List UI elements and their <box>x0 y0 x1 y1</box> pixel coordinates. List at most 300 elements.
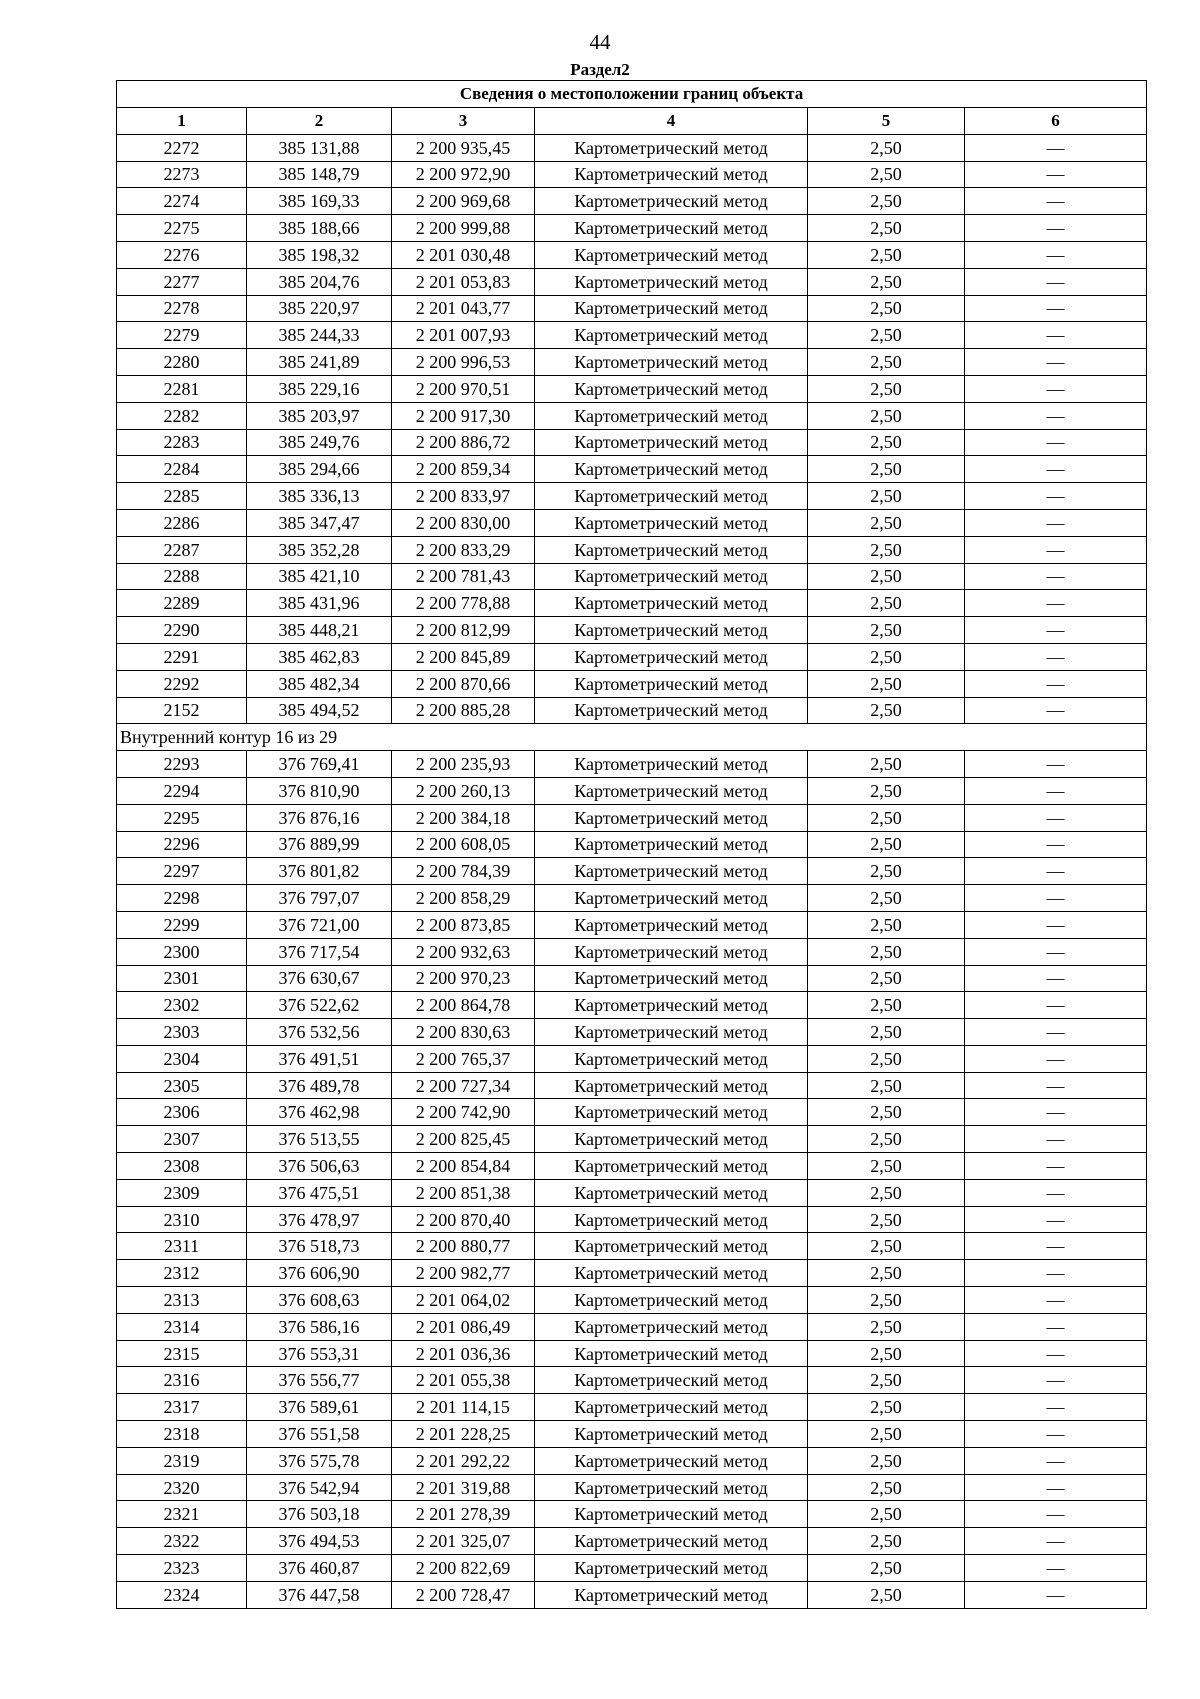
note-cell: — <box>965 1367 1147 1394</box>
y-coordinate-cell: 2 200 969,68 <box>392 188 535 215</box>
note-cell: — <box>965 1313 1147 1340</box>
table-row <box>117 429 1147 456</box>
note-cell: — <box>965 483 1147 510</box>
y-coordinate-cell: 2 201 064,02 <box>392 1287 535 1314</box>
method-cell: Картометрический метод <box>535 590 808 617</box>
table-row <box>117 1447 1147 1474</box>
y-coordinate-cell: 2 200 833,97 <box>392 483 535 510</box>
table-row <box>117 1153 1147 1180</box>
y-coordinate-cell: 2 200 873,85 <box>392 911 535 938</box>
table-row <box>117 643 1147 670</box>
y-coordinate-cell: 2 200 833,29 <box>392 536 535 563</box>
y-coordinate-cell: 2 200 932,63 <box>392 938 535 965</box>
point-number-cell: 2288 <box>117 563 247 590</box>
accuracy-cell: 2,50 <box>808 1233 965 1260</box>
accuracy-cell: 2,50 <box>808 1528 965 1555</box>
accuracy-cell: 2,50 <box>808 617 965 644</box>
x-coordinate-cell: 376 797,07 <box>247 885 392 912</box>
accuracy-cell: 2,50 <box>808 402 965 429</box>
table-row <box>117 831 1147 858</box>
accuracy-cell: 2,50 <box>808 911 965 938</box>
note-cell: — <box>965 268 1147 295</box>
table-row <box>117 885 1147 912</box>
method-cell: Картометрический метод <box>535 911 808 938</box>
table-row <box>117 965 1147 992</box>
method-cell: Картометрический метод <box>535 1045 808 1072</box>
y-coordinate-cell: 2 200 728,47 <box>392 1581 535 1608</box>
method-cell: Картометрический метод <box>535 456 808 483</box>
y-coordinate-cell: 2 200 830,63 <box>392 1019 535 1046</box>
method-cell: Картометрический метод <box>535 375 808 402</box>
x-coordinate-cell: 376 532,56 <box>247 1019 392 1046</box>
y-coordinate-cell: 2 200 784,39 <box>392 858 535 885</box>
method-cell: Картометрический метод <box>535 831 808 858</box>
y-coordinate-cell: 2 200 742,90 <box>392 1099 535 1126</box>
accuracy-cell: 2,50 <box>808 1421 965 1448</box>
note-cell: — <box>965 938 1147 965</box>
point-number-cell: 2290 <box>117 617 247 644</box>
page-number: 44 <box>589 30 611 54</box>
x-coordinate-cell: 376 551,58 <box>247 1421 392 1448</box>
method-cell: Картометрический метод <box>535 1126 808 1153</box>
x-coordinate-cell: 385 482,34 <box>247 670 392 697</box>
table-row <box>117 938 1147 965</box>
accuracy-cell: 2,50 <box>808 1313 965 1340</box>
method-cell: Картометрический метод <box>535 697 808 724</box>
table-row <box>117 992 1147 1019</box>
accuracy-cell: 2,50 <box>808 1474 965 1501</box>
x-coordinate-cell: 385 169,33 <box>247 188 392 215</box>
point-number-cell: 2275 <box>117 215 247 242</box>
point-number-cell: 2277 <box>117 268 247 295</box>
x-coordinate-cell: 376 630,67 <box>247 965 392 992</box>
table-row <box>117 804 1147 831</box>
method-cell: Картометрический метод <box>535 483 808 510</box>
point-number-cell: 2322 <box>117 1528 247 1555</box>
note-cell: — <box>965 1447 1147 1474</box>
point-number-cell: 2301 <box>117 965 247 992</box>
note-cell: — <box>965 509 1147 536</box>
note-cell: — <box>965 697 1147 724</box>
table-row <box>117 1581 1147 1608</box>
table-row <box>117 456 1147 483</box>
note-cell: — <box>965 1233 1147 1260</box>
note-cell: — <box>965 1099 1147 1126</box>
accuracy-cell: 2,50 <box>808 1501 965 1528</box>
note-cell: — <box>965 911 1147 938</box>
accuracy-cell: 2,50 <box>808 751 965 778</box>
table-row <box>117 563 1147 590</box>
note-cell: — <box>965 322 1147 349</box>
y-coordinate-cell: 2 200 880,77 <box>392 1233 535 1260</box>
y-coordinate-cell: 2 200 235,93 <box>392 751 535 778</box>
method-cell: Картометрический метод <box>535 295 808 322</box>
table-caption: Сведения о местоположении границ объекта <box>117 81 1147 108</box>
x-coordinate-cell: 385 198,32 <box>247 241 392 268</box>
accuracy-cell: 2,50 <box>808 965 965 992</box>
x-coordinate-cell: 376 518,73 <box>247 1233 392 1260</box>
table-body <box>117 134 1147 1608</box>
point-number-cell: 2316 <box>117 1367 247 1394</box>
column-header: 3 <box>392 108 535 135</box>
method-cell: Картометрический метод <box>535 885 808 912</box>
y-coordinate-cell: 2 200 778,88 <box>392 590 535 617</box>
point-number-cell: 2280 <box>117 349 247 376</box>
column-header: 4 <box>535 108 808 135</box>
method-cell: Картометрический метод <box>535 1501 808 1528</box>
table-row <box>117 1072 1147 1099</box>
method-cell: Картометрический метод <box>535 536 808 563</box>
note-cell: — <box>965 134 1147 161</box>
y-coordinate-cell: 2 200 999,88 <box>392 215 535 242</box>
table-row <box>117 1233 1147 1260</box>
accuracy-cell: 2,50 <box>808 885 965 912</box>
note-cell: — <box>965 1019 1147 1046</box>
x-coordinate-cell: 376 589,61 <box>247 1394 392 1421</box>
method-cell: Картометрический метод <box>535 563 808 590</box>
point-number-cell: 2298 <box>117 885 247 912</box>
method-cell: Картометрический метод <box>535 1287 808 1314</box>
accuracy-cell: 2,50 <box>808 670 965 697</box>
table-row <box>117 1179 1147 1206</box>
point-number-cell: 2303 <box>117 1019 247 1046</box>
x-coordinate-cell: 376 889,99 <box>247 831 392 858</box>
method-cell: Картометрический метод <box>535 617 808 644</box>
table-row <box>117 1528 1147 1555</box>
method-cell: Картометрический метод <box>535 402 808 429</box>
accuracy-cell: 2,50 <box>808 1045 965 1072</box>
accuracy-cell: 2,50 <box>808 349 965 376</box>
y-coordinate-cell: 2 200 870,66 <box>392 670 535 697</box>
x-coordinate-cell: 376 513,55 <box>247 1126 392 1153</box>
accuracy-cell: 2,50 <box>808 1340 965 1367</box>
table-row <box>117 751 1147 778</box>
table-row <box>117 241 1147 268</box>
point-number-cell: 2283 <box>117 429 247 456</box>
method-cell: Картометрический метод <box>535 1153 808 1180</box>
x-coordinate-cell: 376 810,90 <box>247 777 392 804</box>
table-row <box>117 1501 1147 1528</box>
y-coordinate-cell: 2 200 970,23 <box>392 965 535 992</box>
x-coordinate-cell: 385 244,33 <box>247 322 392 349</box>
accuracy-cell: 2,50 <box>808 295 965 322</box>
x-coordinate-cell: 376 491,51 <box>247 1045 392 1072</box>
table-row <box>117 590 1147 617</box>
point-number-cell: 2320 <box>117 1474 247 1501</box>
point-number-cell: 2306 <box>117 1099 247 1126</box>
method-cell: Картометрический метод <box>535 1099 808 1126</box>
x-coordinate-cell: 385 188,66 <box>247 215 392 242</box>
accuracy-cell: 2,50 <box>808 509 965 536</box>
table-row <box>117 268 1147 295</box>
accuracy-cell: 2,50 <box>808 1394 965 1421</box>
method-cell: Картометрический метод <box>535 1260 808 1287</box>
x-coordinate-cell: 376 717,54 <box>247 938 392 965</box>
method-cell: Картометрический метод <box>535 992 808 1019</box>
method-cell: Картометрический метод <box>535 161 808 188</box>
point-number-cell: 2291 <box>117 643 247 670</box>
point-number-cell: 2284 <box>117 456 247 483</box>
method-cell: Картометрический метод <box>535 134 808 161</box>
note-cell: — <box>965 1045 1147 1072</box>
note-cell: — <box>965 241 1147 268</box>
accuracy-cell: 2,50 <box>808 268 965 295</box>
accuracy-cell: 2,50 <box>808 777 965 804</box>
y-coordinate-cell: 2 200 864,78 <box>392 992 535 1019</box>
point-number-cell: 2310 <box>117 1206 247 1233</box>
note-cell: — <box>965 1528 1147 1555</box>
accuracy-cell: 2,50 <box>808 1099 965 1126</box>
point-number-cell: 2281 <box>117 375 247 402</box>
table-row <box>117 1421 1147 1448</box>
table-row <box>117 375 1147 402</box>
table-row <box>117 161 1147 188</box>
note-cell: — <box>965 1474 1147 1501</box>
method-cell: Картометрический метод <box>535 1555 808 1582</box>
note-cell: — <box>965 161 1147 188</box>
boundary-coordinates-table <box>116 80 1147 1609</box>
y-coordinate-cell: 2 201 114,15 <box>392 1394 535 1421</box>
method-cell: Картометрический метод <box>535 1421 808 1448</box>
y-coordinate-cell: 2 200 982,77 <box>392 1260 535 1287</box>
table-row <box>117 134 1147 161</box>
y-coordinate-cell: 2 200 260,13 <box>392 777 535 804</box>
accuracy-cell: 2,50 <box>808 1367 965 1394</box>
note-cell: — <box>965 375 1147 402</box>
y-coordinate-cell: 2 201 030,48 <box>392 241 535 268</box>
point-number-cell: 2273 <box>117 161 247 188</box>
y-coordinate-cell: 2 200 851,38 <box>392 1179 535 1206</box>
table-row <box>117 697 1147 724</box>
method-cell: Картометрический метод <box>535 188 808 215</box>
table-row <box>117 349 1147 376</box>
method-cell: Картометрический метод <box>535 643 808 670</box>
note-cell: — <box>965 992 1147 1019</box>
x-coordinate-cell: 376 522,62 <box>247 992 392 1019</box>
accuracy-cell: 2,50 <box>808 375 965 402</box>
method-cell: Картометрический метод <box>535 1313 808 1340</box>
point-number-cell: 2297 <box>117 858 247 885</box>
accuracy-cell: 2,50 <box>808 134 965 161</box>
accuracy-cell: 2,50 <box>808 1260 965 1287</box>
column-header: 2 <box>247 108 392 135</box>
point-number-cell: 2307 <box>117 1126 247 1153</box>
note-cell: — <box>965 563 1147 590</box>
method-cell: Картометрический метод <box>535 322 808 349</box>
point-number-cell: 2315 <box>117 1340 247 1367</box>
x-coordinate-cell: 376 876,16 <box>247 804 392 831</box>
x-coordinate-cell: 376 462,98 <box>247 1099 392 1126</box>
accuracy-cell: 2,50 <box>808 590 965 617</box>
note-cell: — <box>965 215 1147 242</box>
table-row <box>117 1206 1147 1233</box>
note-cell: — <box>965 590 1147 617</box>
table-row <box>117 1367 1147 1394</box>
method-cell: Картометрический метод <box>535 1019 808 1046</box>
accuracy-cell: 2,50 <box>808 1287 965 1314</box>
y-coordinate-cell: 2 201 325,07 <box>392 1528 535 1555</box>
y-coordinate-cell: 2 201 292,22 <box>392 1447 535 1474</box>
point-number-cell: 2323 <box>117 1555 247 1582</box>
y-coordinate-cell: 2 201 053,83 <box>392 268 535 295</box>
x-coordinate-cell: 376 769,41 <box>247 751 392 778</box>
column-header: 6 <box>965 108 1147 135</box>
accuracy-cell: 2,50 <box>808 831 965 858</box>
note-cell: — <box>965 536 1147 563</box>
x-coordinate-cell: 385 431,96 <box>247 590 392 617</box>
method-cell: Картометрический метод <box>535 1367 808 1394</box>
note-cell: — <box>965 349 1147 376</box>
note-cell: — <box>965 456 1147 483</box>
x-coordinate-cell: 376 447,58 <box>247 1581 392 1608</box>
table-row <box>117 295 1147 322</box>
note-cell: — <box>965 670 1147 697</box>
y-coordinate-cell: 2 200 972,90 <box>392 161 535 188</box>
method-cell: Картометрический метод <box>535 965 808 992</box>
table-row <box>117 1474 1147 1501</box>
method-cell: Картометрический метод <box>535 509 808 536</box>
y-coordinate-cell: 2 200 384,18 <box>392 804 535 831</box>
x-coordinate-cell: 376 489,78 <box>247 1072 392 1099</box>
method-cell: Картометрический метод <box>535 268 808 295</box>
point-number-cell: 2319 <box>117 1447 247 1474</box>
note-cell: — <box>965 1340 1147 1367</box>
x-coordinate-cell: 376 556,77 <box>247 1367 392 1394</box>
point-number-cell: 2282 <box>117 402 247 429</box>
x-coordinate-cell: 376 608,63 <box>247 1287 392 1314</box>
table-row <box>117 858 1147 885</box>
point-number-cell: 2285 <box>117 483 247 510</box>
accuracy-cell: 2,50 <box>808 536 965 563</box>
x-coordinate-cell: 385 448,21 <box>247 617 392 644</box>
note-cell: — <box>965 1126 1147 1153</box>
point-number-cell: 2292 <box>117 670 247 697</box>
column-header: 1 <box>117 108 247 135</box>
note-cell: — <box>965 858 1147 885</box>
y-coordinate-cell: 2 201 086,49 <box>392 1313 535 1340</box>
x-coordinate-cell: 385 462,83 <box>247 643 392 670</box>
y-coordinate-cell: 2 200 727,34 <box>392 1072 535 1099</box>
method-cell: Картометрический метод <box>535 241 808 268</box>
table-row <box>117 1287 1147 1314</box>
method-cell: Картометрический метод <box>535 858 808 885</box>
point-number-cell: 2278 <box>117 295 247 322</box>
note-cell: — <box>965 965 1147 992</box>
y-coordinate-cell: 2 201 055,38 <box>392 1367 535 1394</box>
accuracy-cell: 2,50 <box>808 938 965 965</box>
column-header-row <box>117 108 1147 135</box>
point-number-cell: 2300 <box>117 938 247 965</box>
note-cell: — <box>965 188 1147 215</box>
point-number-cell: 2304 <box>117 1045 247 1072</box>
point-number-cell: 2311 <box>117 1233 247 1260</box>
y-coordinate-cell: 2 200 822,69 <box>392 1555 535 1582</box>
x-coordinate-cell: 385 421,10 <box>247 563 392 590</box>
accuracy-cell: 2,50 <box>808 697 965 724</box>
accuracy-cell: 2,50 <box>808 1019 965 1046</box>
note-cell: — <box>965 1581 1147 1608</box>
point-number-cell: 2324 <box>117 1581 247 1608</box>
column-header: 5 <box>808 108 965 135</box>
method-cell: Картометрический метод <box>535 1072 808 1099</box>
y-coordinate-cell: 2 200 870,40 <box>392 1206 535 1233</box>
table-row <box>117 1340 1147 1367</box>
method-cell: Картометрический метод <box>535 1340 808 1367</box>
note-cell: — <box>965 643 1147 670</box>
point-number-cell: 2317 <box>117 1394 247 1421</box>
accuracy-cell: 2,50 <box>808 858 965 885</box>
x-coordinate-cell: 385 294,66 <box>247 456 392 483</box>
accuracy-cell: 2,50 <box>808 241 965 268</box>
note-cell: — <box>965 429 1147 456</box>
y-coordinate-cell: 2 200 917,30 <box>392 402 535 429</box>
accuracy-cell: 2,50 <box>808 1153 965 1180</box>
note-cell: — <box>965 402 1147 429</box>
x-coordinate-cell: 385 494,52 <box>247 697 392 724</box>
table-row <box>117 1045 1147 1072</box>
table-row <box>117 188 1147 215</box>
method-cell: Картометрический метод <box>535 1394 808 1421</box>
x-coordinate-cell: 376 575,78 <box>247 1447 392 1474</box>
accuracy-cell: 2,50 <box>808 1581 965 1608</box>
y-coordinate-cell: 2 201 036,36 <box>392 1340 535 1367</box>
x-coordinate-cell: 376 506,63 <box>247 1153 392 1180</box>
y-coordinate-cell: 2 200 886,72 <box>392 429 535 456</box>
table-row <box>117 509 1147 536</box>
x-coordinate-cell: 376 721,00 <box>247 911 392 938</box>
table-row <box>117 911 1147 938</box>
y-coordinate-cell: 2 200 830,00 <box>392 509 535 536</box>
x-coordinate-cell: 385 203,97 <box>247 402 392 429</box>
method-cell: Картометрический метод <box>535 349 808 376</box>
y-coordinate-cell: 2 200 970,51 <box>392 375 535 402</box>
accuracy-cell: 2,50 <box>808 1447 965 1474</box>
point-number-cell: 2276 <box>117 241 247 268</box>
method-cell: Картометрический метод <box>535 777 808 804</box>
point-number-cell: 2313 <box>117 1287 247 1314</box>
table-row <box>117 483 1147 510</box>
point-number-cell: 2279 <box>117 322 247 349</box>
accuracy-cell: 2,50 <box>808 322 965 349</box>
table-row <box>117 1019 1147 1046</box>
x-coordinate-cell: 385 352,28 <box>247 536 392 563</box>
accuracy-cell: 2,50 <box>808 1206 965 1233</box>
table-row <box>117 670 1147 697</box>
y-coordinate-cell: 2 200 859,34 <box>392 456 535 483</box>
x-coordinate-cell: 385 347,47 <box>247 509 392 536</box>
y-coordinate-cell: 2 200 825,45 <box>392 1126 535 1153</box>
note-cell: — <box>965 1501 1147 1528</box>
x-coordinate-cell: 376 586,16 <box>247 1313 392 1340</box>
point-number-cell: 2309 <box>117 1179 247 1206</box>
x-coordinate-cell: 385 148,79 <box>247 161 392 188</box>
point-number-cell: 2305 <box>117 1072 247 1099</box>
method-cell: Картометрический метод <box>535 751 808 778</box>
method-cell: Картометрический метод <box>535 804 808 831</box>
table-row <box>117 322 1147 349</box>
x-coordinate-cell: 376 475,51 <box>247 1179 392 1206</box>
table-row <box>117 536 1147 563</box>
y-coordinate-cell: 2 201 278,39 <box>392 1501 535 1528</box>
note-cell: — <box>965 1287 1147 1314</box>
point-number-cell: 2312 <box>117 1260 247 1287</box>
y-coordinate-cell: 2 201 007,93 <box>392 322 535 349</box>
method-cell: Картометрический метод <box>535 670 808 697</box>
x-coordinate-cell: 376 801,82 <box>247 858 392 885</box>
point-number-cell: 2272 <box>117 134 247 161</box>
method-cell: Картометрический метод <box>535 1528 808 1555</box>
note-cell: — <box>965 617 1147 644</box>
